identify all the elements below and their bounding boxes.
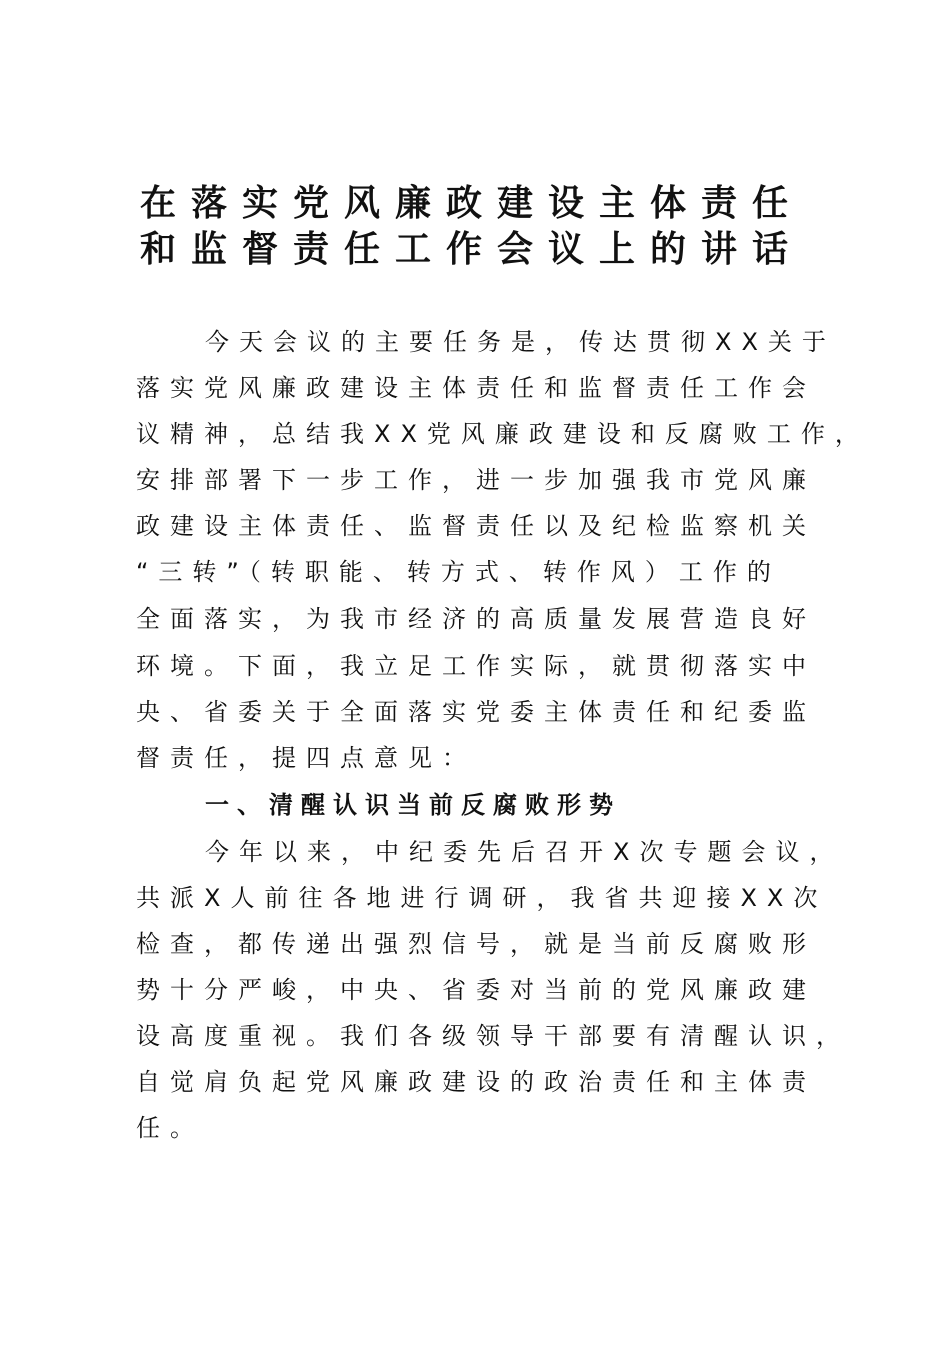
body-line: 今年以来，中纪委先后召开X次专题会议，: [205, 838, 844, 866]
body-line: 自觉肩负起党风廉政建设的政治责任和主体责: [136, 1068, 816, 1096]
body-line: “三转”（转职能、转方式、转作风）工作的: [136, 558, 781, 586]
body-line: 落实党风廉政建设主体责任和监督责任工作会: [136, 374, 816, 402]
document-title-line-1: 在落实党风廉政建设主体责任: [140, 182, 804, 224]
body-line: 任。: [136, 1114, 204, 1142]
body-line: 今天会议的主要任务是，传达贯彻XX关于: [205, 328, 836, 356]
body-line: 设高度重视。我们各级领导干部要有清醒认识，: [136, 1022, 850, 1050]
body-line: 央、省委关于全面落实党委主体责任和纪委监: [136, 698, 816, 726]
body-line: 势十分严峻，中央、省委对当前的党风廉政建: [136, 976, 816, 1004]
section-heading: 一、清醒认识当前反腐败形势: [205, 791, 621, 819]
document-title-line-2: 和监督责任工作会议上的讲话: [140, 228, 804, 270]
body-line: 全面落实，为我市经济的高质量发展营造良好: [136, 605, 816, 633]
body-line: 检查，都传递出强烈信号，就是当前反腐败形: [136, 930, 816, 958]
body-line: 环境。下面，我立足工作实际，就贯彻落实中: [136, 652, 816, 680]
body-line: 共派X人前往各地进行调研，我省共迎接XX次: [136, 884, 828, 912]
body-line: 安排部署下一步工作，进一步加强我市党风廉: [136, 466, 816, 494]
body-line: 督责任，提四点意见：: [136, 744, 476, 772]
body-line: 政建设主体责任、监督责任以及纪检监察机关: [136, 512, 816, 540]
body-line: 议精神，总结我XX党风廉政建设和反腐败工作，: [136, 420, 869, 448]
